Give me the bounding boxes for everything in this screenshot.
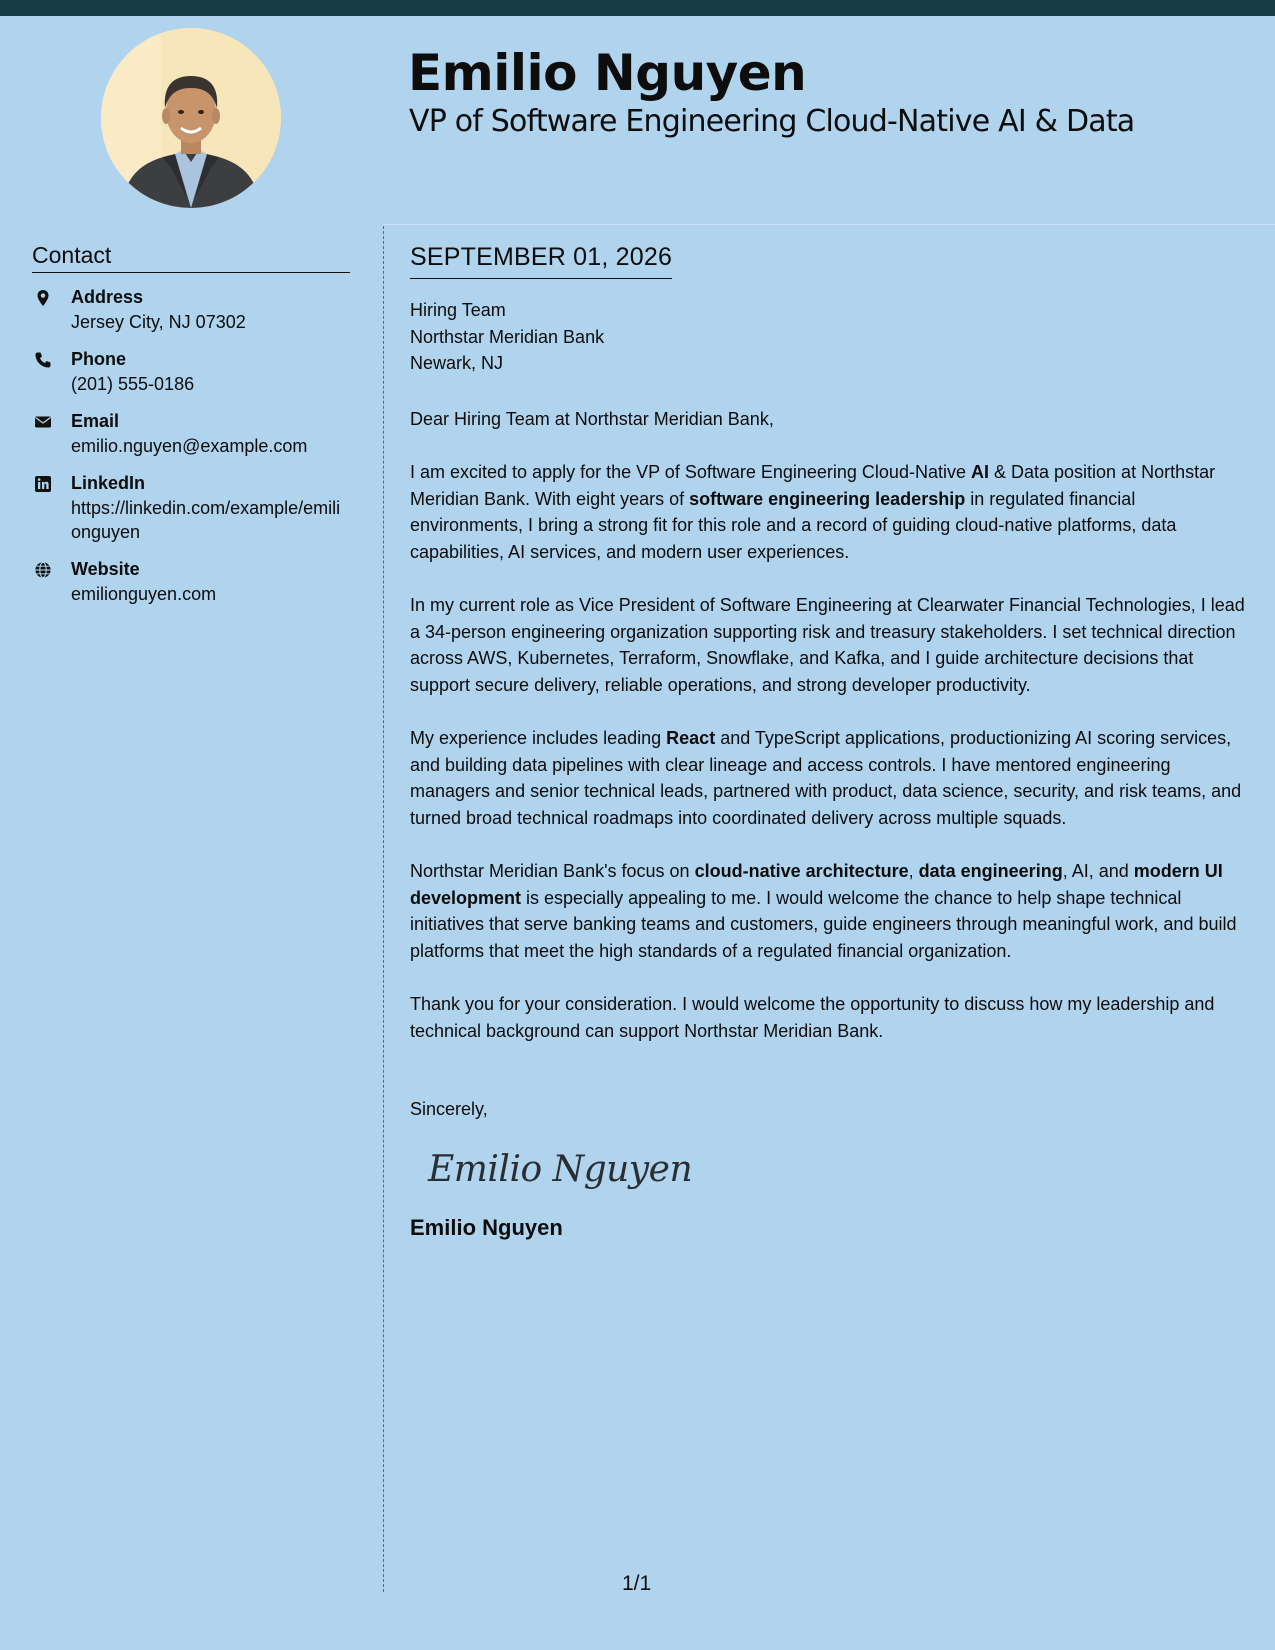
linkedin-value[interactable]: https://linkedin.com/example/emilionguyen: [71, 498, 341, 542]
paragraph-thanks: Thank you for your consideration. I would welcome the opportunity to discuss how my leadership and technical background can support Northstar Meridian Bank.: [410, 994, 1215, 1041]
contact-heading: Contact: [32, 240, 350, 273]
profile-photo: [101, 28, 281, 208]
text-run: and TypeScript applications, productionizing AI scoring services, and building data pipelines with clear lineage and access controls. I have mentored engineering managers and senior technical leads, partnered with product, data science, security, and risk teams, and turned broad technical roadmaps into coordinated delivery across multiple squads.: [410, 728, 1242, 828]
letter-body: [410, 240, 1252, 1243]
phone-label: Phone: [71, 349, 127, 369]
bold-run: modern UI development: [410, 861, 1223, 908]
text-run: Northstar Meridian Bank's focus on: [410, 861, 695, 881]
contact-phone: [32, 347, 350, 396]
top-accent-bar: [0, 0, 1275, 16]
contact-address: [32, 285, 350, 334]
closing: Sincerely,: [410, 1099, 488, 1119]
bold-run: AI: [970, 462, 989, 482]
website-label: Website: [71, 559, 140, 579]
handwritten-signature: Emilio Nguyen: [428, 1148, 693, 1190]
linkedin-label: LinkedIn: [71, 473, 146, 493]
email-label: Email: [71, 411, 120, 431]
text-run: My experience includes leading: [410, 728, 667, 748]
recipient-block: [410, 297, 1252, 377]
salutation: Dear Hiring Team at Northstar Meridian Bank,: [410, 408, 774, 429]
recipient-line: Hiring Team: [410, 300, 506, 320]
contact-website: [32, 557, 350, 606]
text-run: , AI, and: [1062, 861, 1134, 881]
phone-value: (201) 555-0186: [71, 374, 195, 394]
contact-linkedin: [32, 471, 350, 544]
text-run: is especially appealing to me. I would welcome the chance to help shape technical initiatives that serve banking teams and customers, guide engineers through meaningful work, and build platforms that meet the high standards of a regulated financial organization.: [410, 887, 1237, 961]
paragraph-intro: [410, 459, 1252, 565]
column-divider: [383, 226, 384, 1592]
header-divider: [383, 224, 1275, 225]
paragraph-experience: [410, 725, 1252, 831]
bold-run: software engineering leadership: [689, 488, 966, 509]
email-value: emilio.nguyen@example.com: [71, 436, 308, 456]
text-run: in regulated financial environments, I bring a strong fit for this role and a record of guiding cloud-native platforms, data capabilities, AI services, and modern user experiences.: [410, 488, 1177, 562]
website-value[interactable]: emilionguyen.com: [71, 584, 217, 604]
letter-date: SEPTEMBER 01, 2026: [410, 240, 672, 279]
globe-icon: [34, 561, 52, 579]
text-run: ,: [908, 861, 919, 881]
address-value: Jersey City, NJ 07302: [71, 312, 246, 332]
address-label: Address: [71, 287, 144, 307]
recipient-line: Northstar Meridian Bank: [410, 326, 605, 347]
signer-name: Emilio Nguyen: [410, 1214, 563, 1240]
bold-run: React: [666, 728, 716, 748]
linkedin-icon: [34, 475, 52, 493]
envelope-icon: [34, 413, 52, 431]
contact-sidebar: [32, 240, 350, 619]
map-pin-icon: [34, 289, 52, 307]
applicant-name: Emilio Nguyen: [408, 44, 807, 102]
text-run: I am excited to apply for the VP of Software Engineering Cloud-Native: [410, 462, 971, 482]
page-number: 1/1: [622, 1572, 652, 1595]
text-run: & Data position at Northstar Meridian Bank. With eight years of: [410, 462, 1216, 509]
job-title: VP of Software Engineering Cloud-Native AI & Data: [409, 104, 1135, 139]
paragraph-company-focus: [410, 858, 1252, 964]
contact-email: [32, 409, 350, 458]
paragraph-current-role: In my current role as Vice President of Software Engineering at Clearwater Financial Technologies, I lead a 34-person engineering organization supporting risk and treasury stakeholders. I set technical direction across AWS, Kubernetes, Terraform, Snowflake, and Kafka, and I guide architecture decisions that support secure delivery, reliable operations, and strong developer productivity.: [410, 595, 1245, 695]
bold-run: data engineering: [918, 861, 1063, 881]
phone-icon: [34, 351, 52, 369]
bold-run: cloud-native architecture: [694, 861, 909, 881]
recipient-line: Newark, NJ: [410, 353, 504, 373]
